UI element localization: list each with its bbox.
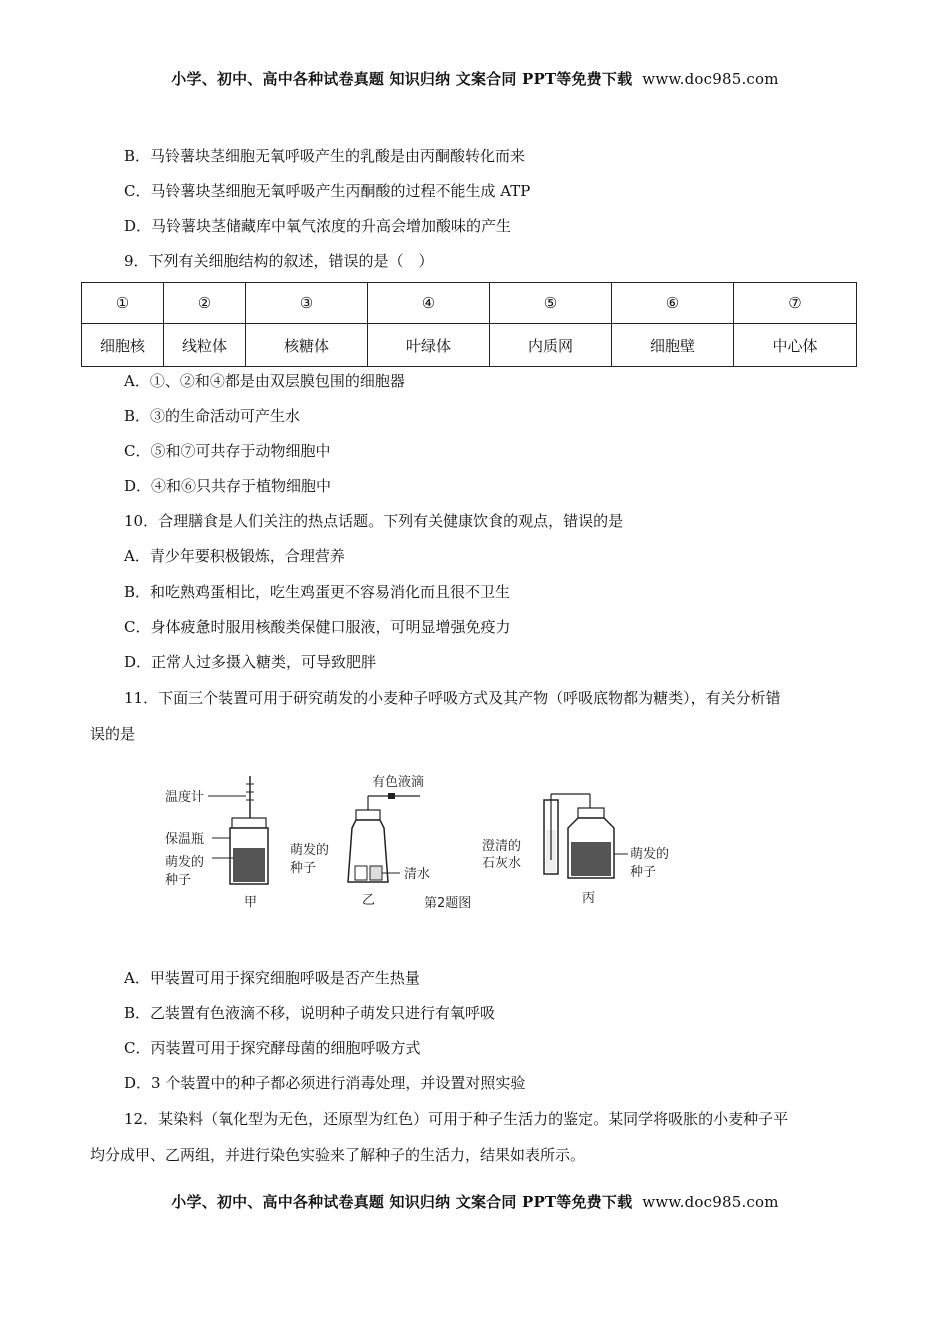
q10-option-c: C．身体疲惫时服用核酸类保健口服液，可明显增强免疫力 xyxy=(124,618,511,636)
seed-mass xyxy=(233,848,265,882)
respiration-apparatus-figure xyxy=(160,770,700,920)
label-seeds: 萌发的 xyxy=(630,847,670,862)
table-cell: ② xyxy=(164,283,246,324)
label-thermometer: 温度计 xyxy=(165,790,205,805)
header-text: 小学、初中、高中各种试卷真题 知识归纳 文案合同 PPT等免费下载 xyxy=(171,70,633,88)
table-cell: ⑥ xyxy=(612,283,734,324)
table-cell: 线粒体 xyxy=(164,324,246,367)
q10-option-d: D．正常人过多摄入糖类，可导致肥胖 xyxy=(124,653,377,671)
label-thermos: 保温瓶 xyxy=(165,832,205,847)
label-colored-drop: 有色液滴 xyxy=(372,775,425,790)
footer-url[interactable]: www.doc985.com xyxy=(642,1193,779,1211)
label-limewater: 石灰水 xyxy=(482,856,522,871)
colored-drop xyxy=(388,793,395,799)
table-cell: ③ xyxy=(246,283,368,324)
label-apparatus-jia: 甲 xyxy=(244,895,258,910)
table-cell: ④ xyxy=(368,283,490,324)
water-beaker xyxy=(370,866,382,880)
page-footer xyxy=(0,1191,950,1212)
table-cell: 叶绿体 xyxy=(368,324,490,367)
cell-structure-table xyxy=(81,282,857,367)
q8-option-b: B．马铃薯块茎细胞无氧呼吸产生的乳酸是由丙酮酸转化而来 xyxy=(124,147,526,165)
q8-option-d: D．马铃薯块茎储藏库中氧气浓度的升高会增加酸味的产生 xyxy=(124,217,512,235)
table-cell: ① xyxy=(82,283,164,324)
q9-stem: 9．下列有关细胞结构的叙述，错误的是（ ） xyxy=(124,252,434,270)
bottle-stopper xyxy=(578,808,604,818)
label-seeds: 萌发的 xyxy=(165,855,205,870)
seed-beaker xyxy=(355,866,367,880)
q10-option-b: B．和吃熟鸡蛋相比，吃生鸡蛋更不容易消化而且很不卫生 xyxy=(124,583,511,601)
table-row-names xyxy=(82,324,857,367)
seed-mass xyxy=(571,842,611,876)
q9-option-c: C．⑤和⑦可共存于动物细胞中 xyxy=(124,442,331,460)
label-limewater: 澄清的 xyxy=(482,839,522,854)
table-cell: 细胞核 xyxy=(82,324,164,367)
q11-option-c: C．丙装置可用于探究酵母菌的细胞呼吸方式 xyxy=(124,1039,421,1057)
q11-option-d: D．3 个装置中的种子都必须进行消毒处理，并设置对照实验 xyxy=(124,1074,526,1092)
q8-option-c: C．马铃薯块茎细胞无氧呼吸产生丙酮酸的过程不能生成 ATP xyxy=(124,182,531,200)
q9-option-a: A．①、②和④都是由双层膜包围的细胞器 xyxy=(124,372,405,390)
label-seeds: 种子 xyxy=(630,865,657,880)
q11-option-a: A．甲装置可用于探究细胞呼吸是否产生热量 xyxy=(124,969,420,987)
figure-caption: 第2题图 xyxy=(424,896,472,911)
table-row-numbers xyxy=(82,283,857,324)
label-seeds: 萌发的 xyxy=(290,843,330,858)
table-cell: 中心体 xyxy=(734,324,857,367)
thermos-cap xyxy=(232,818,266,828)
q10-stem: 10．合理膳食是人们关注的热点话题。下列有关健康饮食的观点，错误的是 xyxy=(124,512,624,530)
q9-option-b: B．③的生命活动可产生水 xyxy=(124,407,301,425)
q10-option-a: A．青少年要积极锻炼，合理营养 xyxy=(124,547,345,565)
table-cell: 细胞壁 xyxy=(612,324,734,367)
label-apparatus-yi: 乙 xyxy=(362,893,376,908)
q11-option-b: B．乙装置有色液滴不移，说明种子萌发只进行有氧呼吸 xyxy=(124,1004,496,1022)
q11-stem: 11．下面三个装置可用于研究萌发的小麦种子呼吸方式及其产物（呼吸底物都为糖类），有关分析错 xyxy=(124,689,781,707)
label-seeds: 种子 xyxy=(290,861,317,876)
label-clear-water: 清水 xyxy=(404,867,431,882)
label-seeds: 种子 xyxy=(165,873,192,888)
label-apparatus-bing: 丙 xyxy=(582,891,596,906)
page-header xyxy=(0,68,950,89)
header-url[interactable]: www.doc985.com xyxy=(642,70,779,88)
apparatus-jia xyxy=(165,776,268,910)
table-cell: ⑦ xyxy=(734,283,857,324)
q12-stem-cont: 均分成甲、乙两组，并进行染色实验来了解种子的生活力，结果如表所示。 xyxy=(90,1146,586,1164)
table-cell: 内质网 xyxy=(490,324,612,367)
flask-stopper xyxy=(356,810,380,820)
q11-stem-cont: 误的是 xyxy=(90,725,136,743)
apparatus-bing xyxy=(482,794,669,906)
table-cell: ⑤ xyxy=(490,283,612,324)
apparatus-yi xyxy=(290,774,471,911)
table-cell: 核糖体 xyxy=(246,324,368,367)
q9-option-d: D．④和⑥只共存于植物细胞中 xyxy=(124,477,332,495)
q12-stem: 12．某染料（氧化型为无色，还原型为红色）可用于种子生活力的鉴定。某同学将吸胀的小麦种子平 xyxy=(124,1110,789,1128)
footer-text: 小学、初中、高中各种试卷真题 知识归纳 文案合同 PPT等免费下载 xyxy=(171,1193,633,1211)
